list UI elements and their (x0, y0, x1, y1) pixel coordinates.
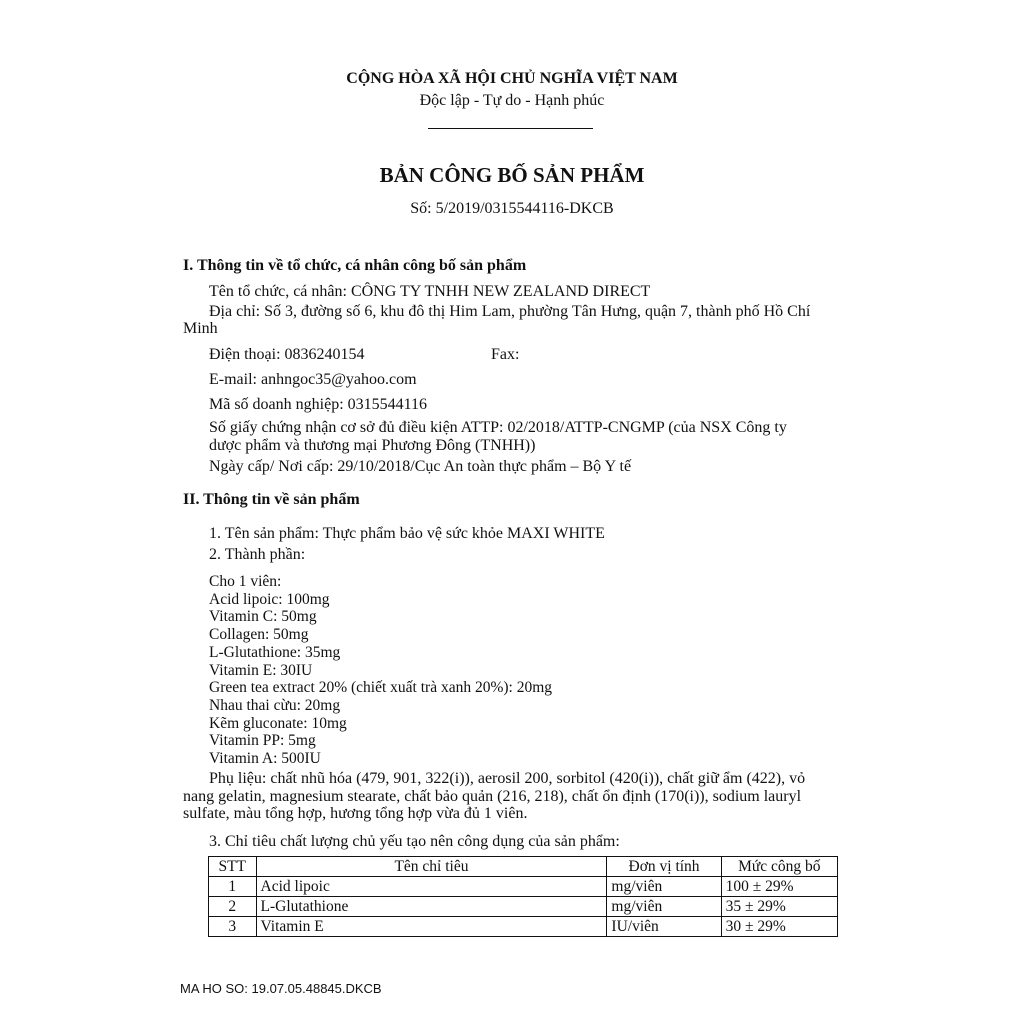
document-number: Số: 5/2019/0315544116-DKCB (410, 200, 614, 217)
ingredient-item: Nhau thai cừu: 20mg (209, 696, 341, 714)
product-name: 1. Tên sản phẩm: Thực phẩm bảo vệ sức khỏe MAXI WHITE (209, 525, 605, 542)
cell-value: 35 ± 29% (721, 897, 837, 917)
address-line2: Minh (183, 320, 218, 337)
cell-stt: 1 (209, 877, 257, 897)
ingredient-item: Collagen: 50mg (209, 626, 309, 644)
file-code: MA HO SO: 19.07.05.48845.DKCB (180, 981, 382, 996)
document-title: BẢN CÔNG BỐ SẢN PHẨM (379, 163, 645, 187)
cell-unit: IU/viên (607, 917, 721, 937)
issue-info: Ngày cấp/ Nơi cấp: 29/10/2018/Cục An toàn thực phẩm – Bộ Y tế (209, 458, 632, 475)
header-value: Mức công bố (721, 857, 837, 877)
ingredient-item: Vitamin PP: 5mg (209, 732, 316, 750)
header-unit: Đơn vị tính (607, 857, 721, 877)
table-row (209, 917, 838, 937)
quality-table (208, 856, 838, 937)
ingredient-list (209, 573, 552, 768)
certificate-line2: dược phẩm và thương mại Phương Đông (TNHH)) (209, 437, 536, 454)
cell-name: Vitamin E (256, 917, 607, 937)
section2-heading: II. Thông tin về sản phẩm (183, 491, 360, 508)
ingredient-item: Vitamin A: 500IU (209, 750, 321, 768)
org-name: Tên tổ chức, cá nhân: CÔNG TY TNHH NEW ZEALAND DIRECT (209, 283, 651, 300)
header-stt: STT (209, 857, 257, 877)
cell-name: L-Glutathione (256, 897, 607, 917)
table-row (209, 877, 838, 897)
ingredient-item: Acid lipoic: 100mg (209, 590, 330, 608)
ingredient-item: Cho 1 viên: (209, 573, 282, 590)
email: E-mail: anhngoc35@yahoo.com (209, 371, 417, 388)
fax: Fax: (491, 346, 520, 363)
section1-heading: I. Thông tin về tổ chức, cá nhân công bố sản phẩm (183, 257, 527, 274)
header-name: Tên chỉ tiêu (256, 857, 607, 877)
excipients-line3: sulfate, màu tổng hợp, hương tổng hợp vừa đủ 1 viên. (183, 805, 528, 822)
cell-unit: mg/viên (607, 897, 721, 917)
composition-label: 2. Thành phần: (209, 546, 306, 563)
ingredient-item: L-Glutathione: 35mg (209, 643, 341, 661)
table-header-row (209, 857, 838, 877)
motto-underline (428, 128, 593, 129)
address-line1: Địa chỉ: Số 3, đường số 6, khu đô thị Him Lam, phường Tân Hưng, quận 7, thành phố Hồ Chí (209, 303, 811, 320)
phone: Điện thoại: 0836240154 (209, 346, 365, 363)
business-code: Mã số doanh nghiệp: 0315544116 (209, 396, 428, 413)
ingredient-item: Green tea extract 20% (chiết xuất trà xanh 20%): 20mg (209, 679, 553, 697)
cell-value: 30 ± 29% (721, 917, 837, 937)
table-row (209, 897, 838, 917)
national-motto: Độc lập - Tự do - Hạnh phúc (419, 92, 605, 109)
cell-stt: 2 (209, 897, 257, 917)
country-name: CỘNG HÒA XÃ HỘI CHỦ NGHĨA VIỆT NAM (346, 70, 678, 87)
cell-stt: 3 (209, 917, 257, 937)
ingredient-item: Vitamin E: 30IU (209, 661, 313, 679)
certificate-line1: Số giấy chứng nhận cơ sở đủ điều kiện ATTP: 02/2018/ATTP-CNGMP (của NSX Công ty (209, 419, 787, 436)
excipients-line1: Phụ liệu: chất nhũ hóa (479, 901, 322(i)), aerosil 200, sorbitol (420(i)), chất giữ ẩm (422), vỏ (209, 770, 806, 787)
ingredient-item: Kẽm gluconate: 10mg (209, 714, 347, 732)
quality-label: 3. Chỉ tiêu chất lượng chủ yếu tạo nên công dụng của sản phẩm: (209, 833, 620, 850)
ingredient-item: Vitamin C: 50mg (209, 608, 317, 626)
cell-unit: mg/viên (607, 877, 721, 897)
cell-value: 100 ± 29% (721, 877, 837, 897)
cell-name: Acid lipoic (256, 877, 607, 897)
excipients-line2: nang gelatin, magnesium stearate, chất bảo quản (216, 218), chất ổn định (170(i)), sodium lauryl (183, 788, 802, 805)
